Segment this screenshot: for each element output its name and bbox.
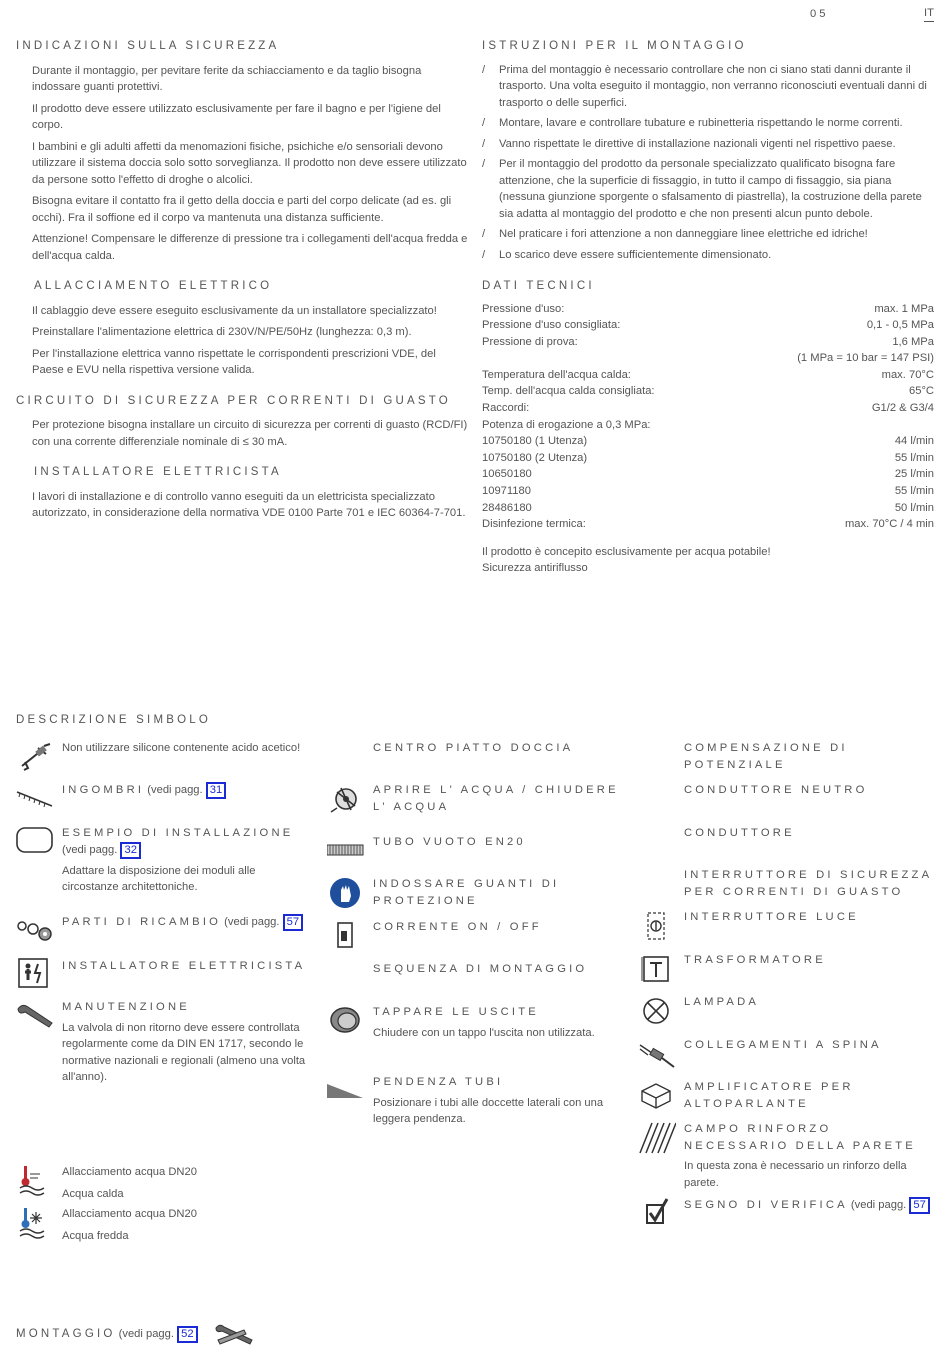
tech-label: Temp. dell'acqua calda consigliata: — [482, 385, 655, 398]
esempio-ref: (vedi pagg. — [62, 843, 118, 856]
tech-value: max. 70°C / 4 min — [844, 518, 934, 531]
verifica-title: SEGNO DI VERIFICA — [684, 1199, 848, 1211]
tech-value: 25 l/min — [894, 468, 934, 481]
sequenza-title: SEQUENZA DI MONTAGGIO — [373, 963, 588, 975]
table-row — [482, 400, 934, 417]
tech-label: Pressione d'uso consigliata: — [482, 319, 621, 332]
electrical-para: Preinstallare l'alimentazione elettrica di 230V/N/PE/50Hz (lunghezza: 0,3 m). — [32, 326, 412, 338]
plug-connector-icon — [638, 1037, 676, 1069]
tech-label: Temperatura dell'acqua calda: — [482, 368, 631, 381]
tech-label: 10971180 — [482, 485, 531, 498]
safety-para: Bisogna evitare il contatto fra il getto della doccia e parti del corpo delicate (ad es. gli occhi). Fra il soffione ed il corpo va mantenuta una distanza sufficiente. — [32, 195, 452, 224]
tech-value: 55 l/min — [894, 451, 934, 464]
electrical-heading: ALLACCIAMENTO ELETTRICO — [34, 280, 273, 292]
tappare-text — [373, 1004, 623, 1041]
assembly-heading: ISTRUZIONI PER IL MONTAGGIO — [482, 40, 747, 52]
page-link-32[interactable]: 32 — [120, 842, 140, 859]
installation-frame-icon — [16, 825, 54, 857]
light-switch-icon — [638, 909, 676, 941]
table-row — [482, 350, 934, 367]
list-item: / Prima del montaggio è necessario controllare che non ci siano stati danni durante il trasporto. Una volta eseguito il montaggio, non verranno riconosciuti eventuali danni di trasporto o delle superfici. — [482, 62, 934, 112]
electrician-icon — [16, 958, 54, 990]
amplificatore-title: AMPLIFICATORE PER ALTOPARLANTE — [684, 1081, 854, 1110]
tech-label: Potenza di erogazione a 0,3 MPa: — [482, 418, 651, 431]
cap-plug-icon — [327, 1004, 365, 1036]
tools-icon — [214, 1322, 254, 1348]
tech-note: Il prodotto è concepito esclusivamente per acqua potabile! — [482, 545, 771, 558]
ricambio-title: PARTI DI RICAMBIO — [62, 916, 222, 928]
safety-para: Durante il montaggio, per pevitare ferite da schiacciamento e da taglio bisogna indossare guanti protettivi. — [32, 64, 422, 93]
tubo-title: TUBO VUOTO EN20 — [373, 836, 526, 848]
table-row — [482, 433, 934, 450]
page-link-52[interactable]: 52 — [177, 1326, 197, 1343]
pendenza-text — [373, 1074, 623, 1128]
transformer-icon — [638, 952, 676, 984]
table-row — [482, 383, 934, 400]
electrical-body — [16, 303, 468, 379]
lampada-title: LAMPADA — [684, 996, 760, 1008]
table-row — [482, 450, 934, 467]
cold-water-line1: Allacciamento acqua DN20 — [62, 1208, 197, 1220]
compensazione-title: COMPENSAZIONE DI POTENZIALE — [684, 742, 848, 771]
interruttore-luce-title: INTERRUTTORE LUCE — [684, 911, 859, 923]
esempio-desc: Adattare la disposizione dei moduli alle circostanze architettoniche. — [62, 864, 256, 893]
neutro-title: CONDUTTORE NEUTRO — [684, 784, 868, 796]
power-switch-icon — [327, 919, 365, 951]
electrician-body — [16, 489, 468, 522]
tappare-desc: Chiudere con un tappo l'uscita non utilizzata. — [373, 1026, 595, 1039]
interruttore-guasto-title: INTERRUTTORE DI SICUREZZA PER CORRENTI DI GUASTO — [684, 869, 932, 898]
tech-label: 10750180 (2 Utenza) — [482, 451, 588, 464]
tech-label: Raccordi: — [482, 402, 530, 415]
corrente-title: CORRENTE ON / OFF — [373, 921, 542, 933]
esempio-text — [62, 825, 312, 896]
montaggio-ref: (vedi pagg. — [118, 1328, 174, 1340]
safety-heading: INDICAZIONI SULLA SICUREZZA — [16, 40, 280, 52]
campo-text — [684, 1121, 934, 1191]
silicone-text: Non utilizzare silicone contenente acido acetico! — [62, 742, 301, 754]
manutenzione-title: MANUTENZIONE — [62, 1001, 190, 1013]
list-item: / Nel praticare i fori attenzione a non danneggiare linee elettriche ed idriche! — [482, 226, 934, 243]
safety-para: I bambini e gli adulti affetti da menomazioni fisiche, psichiche e/o sensoriali devono utilizzare il sistema doccia solo sotto sorveglianza. Il prodotto non deve essere utilizzato da persone sotto l'effetto di droghe o alcolici. — [32, 140, 467, 186]
table-row — [482, 417, 934, 434]
verifica-text — [684, 1197, 934, 1214]
list-item: / Montare, lavare e controllare tubature e rubinetteria rispettando le norme correnti. — [482, 115, 934, 132]
tech-value: 55 l/min — [894, 485, 934, 498]
esempio-ref-line — [62, 842, 312, 859]
trasformatore-title: TRASFORMATORE — [684, 954, 826, 966]
pendenza-title: PENDENZA TUBI — [373, 1076, 504, 1088]
tech-value: max. 70°C — [881, 368, 934, 381]
tech-label: Disinfezione termica: — [482, 518, 586, 531]
tappare-title: TAPPARE LE USCITE — [373, 1006, 539, 1018]
list-item: / Per il montaggio del prodotto da personale specializzato qualificato bisogna fare attenzione, che la superficie di fissaggio, in tutto il campo di fissaggio, sia piana (nessuna giunzione sporgente o sfalsamento di piastrella), la costruzione della parete sia adatta al montaggio del prodotto e che non presenti alcun punto debole. — [482, 156, 934, 222]
conduit-tube-icon — [327, 834, 365, 866]
tech-value: 65°C — [909, 385, 934, 398]
hot-water-line2: Acqua calda — [62, 1187, 124, 1200]
safety-body — [16, 63, 468, 265]
hot-water-line1: Allacciamento acqua DN20 — [62, 1166, 197, 1178]
tech-value: 44 l/min — [894, 435, 934, 448]
tech-value: 0,1 - 0,5 MPa — [866, 319, 934, 332]
esempio-title-line — [62, 825, 312, 842]
safety-para: Il prodotto deve essere utilizzato esclusivamente per fare il bagno e per l'igiene del corpo. — [32, 102, 441, 131]
tech-label: 10750180 (1 Utenza) — [482, 435, 588, 448]
valve-open-close-icon — [327, 782, 365, 814]
elettricista-title: INSTALLATORE ELETTRICISTA — [62, 960, 306, 972]
ruler-icon — [16, 782, 54, 814]
manutenzione-text — [62, 999, 312, 1086]
lamp-icon — [638, 994, 676, 1026]
cold-water-icon — [16, 1206, 54, 1238]
assembly-list — [482, 62, 934, 264]
montaggio-footer — [16, 1326, 198, 1343]
page-link-31[interactable]: 31 — [206, 782, 226, 799]
conduttore-title: CONDUTTORE — [684, 827, 795, 839]
electrical-para: Per l'installazione elettrica vanno rispettate le corrispondenti prescrizioni VDE, del Paese e EVU nella rispettiva versione valida. — [32, 347, 436, 376]
table-row — [482, 483, 934, 500]
verifica-ref: (vedi pagg. — [850, 1199, 907, 1211]
page-link-57[interactable]: 57 — [283, 914, 303, 931]
hot-water-text — [62, 1164, 312, 1202]
ricambio-ref: (vedi pagg. — [224, 916, 280, 928]
left-column — [16, 38, 468, 527]
right-column — [482, 38, 934, 577]
rcd-para: Per protezione bisogna installare un circuito di sicurezza per correnti di guasto (RCD/FI) con una corrente differenziale nominale di ≤ 30 mA. — [32, 419, 468, 448]
montaggio-title: MONTAGGIO — [16, 1328, 116, 1340]
campo-title: CAMPO RINFORZO NECESSARIO DELLA PARETE — [684, 1123, 916, 1152]
amplifier-box-icon — [638, 1079, 676, 1111]
ingombri-title: INGOMBRI — [62, 784, 145, 796]
table-row — [482, 367, 934, 384]
slope-icon — [327, 1074, 365, 1106]
spina-title: COLLEGAMENTI A SPINA — [684, 1039, 882, 1051]
centro-title: CENTRO PIATTO DOCCIA — [373, 742, 574, 754]
ricambio-text — [62, 914, 312, 931]
rcd-heading: CIRCUITO DI SICUREZZA PER CORRENTI DI GUASTO — [16, 394, 451, 407]
tech-value: (1 MPa = 10 bar = 147 PSI) — [797, 352, 934, 365]
table-row — [482, 516, 934, 533]
wall-reinforcement-hatch-icon — [638, 1121, 676, 1153]
table-row — [482, 301, 934, 318]
tech-table — [482, 301, 934, 533]
gloves-icon — [327, 876, 365, 908]
table-row — [482, 500, 934, 517]
esempio-title: ESEMPIO DI INSTALLAZIONE — [62, 827, 294, 839]
tech-heading: DATI TECNICI — [482, 280, 595, 292]
safety-para: Attenzione! Compensare le differenze di pressione tra i collegamenti dell'acqua fredda e dell'acqua calda. — [32, 233, 468, 262]
list-item: / Lo scarico deve essere sufficientemente dimensionato. — [482, 247, 934, 264]
tech-value: G1/2 & G3/4 — [871, 402, 934, 415]
language-code: IT — [924, 6, 934, 22]
list-item: / Vanno rispettate le direttive di installazione nazionali vigenti nel rispettivo paese. — [482, 136, 934, 153]
electrical-para: Il cablaggio deve essere eseguito esclusivamente da un installatore specializzato! — [32, 304, 437, 317]
symbols-heading: DESCRIZIONE SIMBOLO — [16, 714, 211, 726]
electrician-para: I lavori di installazione e di controllo vanno eseguiti da un elettricista specializzato autorizzato, in considerazione della normativa VDE 0100 Parte 701 e IEC 60364-7-701. — [32, 490, 466, 519]
pendenza-desc: Posizionare i tubi alle doccette laterali con una leggera pendenza. — [373, 1096, 604, 1125]
hot-water-icon — [16, 1164, 54, 1196]
tech-label: Pressione d'uso: — [482, 302, 565, 315]
table-row — [482, 317, 934, 334]
page-number: 05 — [810, 8, 829, 20]
checkmark-box-icon — [638, 1197, 676, 1229]
rcd-body — [16, 417, 468, 450]
cold-water-line2: Acqua fredda — [62, 1229, 129, 1242]
ingombri-ref: (vedi pagg. — [147, 784, 203, 796]
tech-value: 50 l/min — [894, 501, 934, 514]
guanti-title: INDOSSARE GUANTI DI PROTEZIONE — [373, 878, 560, 907]
aprire-title: APRIRE L' ACQUA / CHIUDERE L' ACQUA — [373, 784, 619, 813]
tech-value: 1,6 MPa — [892, 335, 934, 348]
electrician-heading: INSTALLATORE ELETTRICISTA — [34, 466, 282, 478]
tech-label: 10650180 — [482, 468, 532, 481]
tech-label: 28486180 — [482, 501, 532, 514]
ingombri-text — [62, 782, 312, 799]
tech-value: max. 1 MPa — [874, 302, 934, 315]
table-row — [482, 334, 934, 351]
spare-parts-icon — [16, 914, 54, 946]
campo-desc: In questa zona è necessario un rinforzo della parete. — [684, 1160, 907, 1189]
wrench-icon — [16, 999, 54, 1031]
page-link-57-check[interactable]: 57 — [909, 1197, 929, 1214]
table-row — [482, 466, 934, 483]
tech-note: Sicurezza antiriflusso — [482, 562, 588, 575]
cold-water-text — [62, 1206, 312, 1244]
tech-label: Pressione di prova: — [482, 335, 578, 348]
manutenzione-desc: La valvola di non ritorno deve essere controllata regolarmente come da DIN EN 1717, secondo le normative nazionali e regionali (almeno una volta all'anno). — [62, 1021, 306, 1083]
silicone-gun-icon — [16, 740, 54, 772]
